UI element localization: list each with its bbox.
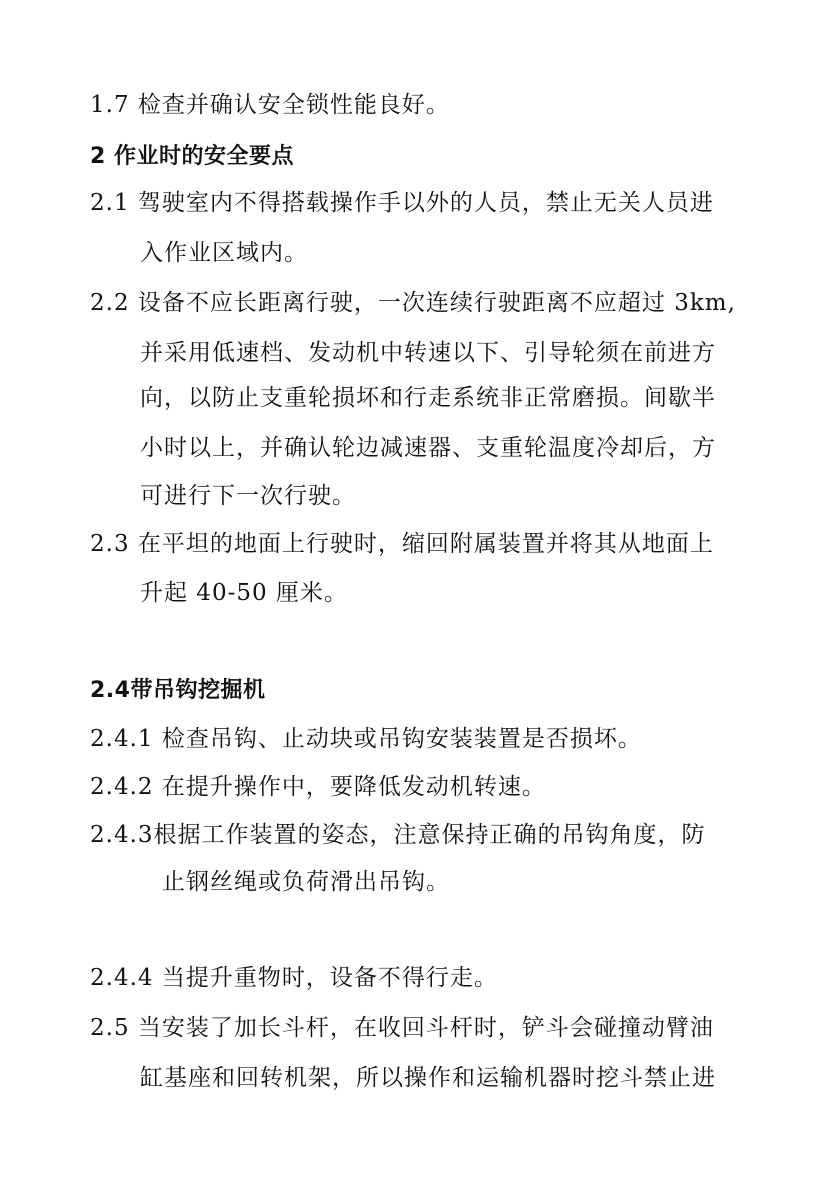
text-line: 2.4.3根据工作装置的姿态，注意保持正确的吊钩角度，防 [90, 822, 706, 848]
text-line: 2.5 当安装了加长斗杆，在收回斗杆时，铲斗会碰撞动臂油 [90, 1015, 714, 1041]
text-line: 2.4.1 检查吊钩、止动块或吊钩安装装置是否损坏。 [90, 726, 642, 752]
text-line: 2.4.4 当提升重物时，设备不得行走。 [90, 965, 498, 991]
section-heading: 2.4带吊钩挖掘机 [90, 678, 266, 703]
text-line: 2.2 设备不应长距离行驶，一次连续行驶距离不应超过 3km, [90, 290, 736, 316]
text-line: 向，以防止支重轮损坏和行走系统非正常磨损。间歇半 [140, 385, 716, 411]
text-line: 升起 40-50 厘米。 [140, 580, 348, 606]
text-line: 2.3 在平坦的地面上行驶时，缩回附属装置并将其从地面上 [90, 531, 714, 557]
text-line: 可进行下一次行驶。 [140, 483, 356, 509]
text-line: 缸基座和回转机架，所以操作和运输机器时挖斗禁止进 [140, 1065, 716, 1091]
text-line: 止钢丝绳或负荷滑出吊钩。 [162, 869, 450, 895]
text-line: 并采用低速档、发动机中转速以下、引导轮须在前进方 [140, 340, 716, 366]
text-line: 2.4.2 在提升操作中，要降低发动机转速。 [90, 774, 546, 800]
text-line: 小时以上，并确认轮边减速器、支重轮温度冷却后，方 [140, 435, 716, 461]
text-line: 入作业区域内。 [140, 240, 308, 266]
section-heading: 2 作业时的安全要点 [90, 144, 294, 169]
text-line: 2.1 驾驶室内不得搭载操作手以外的人员，禁止无关人员进 [90, 190, 714, 216]
text-line: 1.7 检查并确认安全锁性能良好。 [90, 92, 450, 118]
